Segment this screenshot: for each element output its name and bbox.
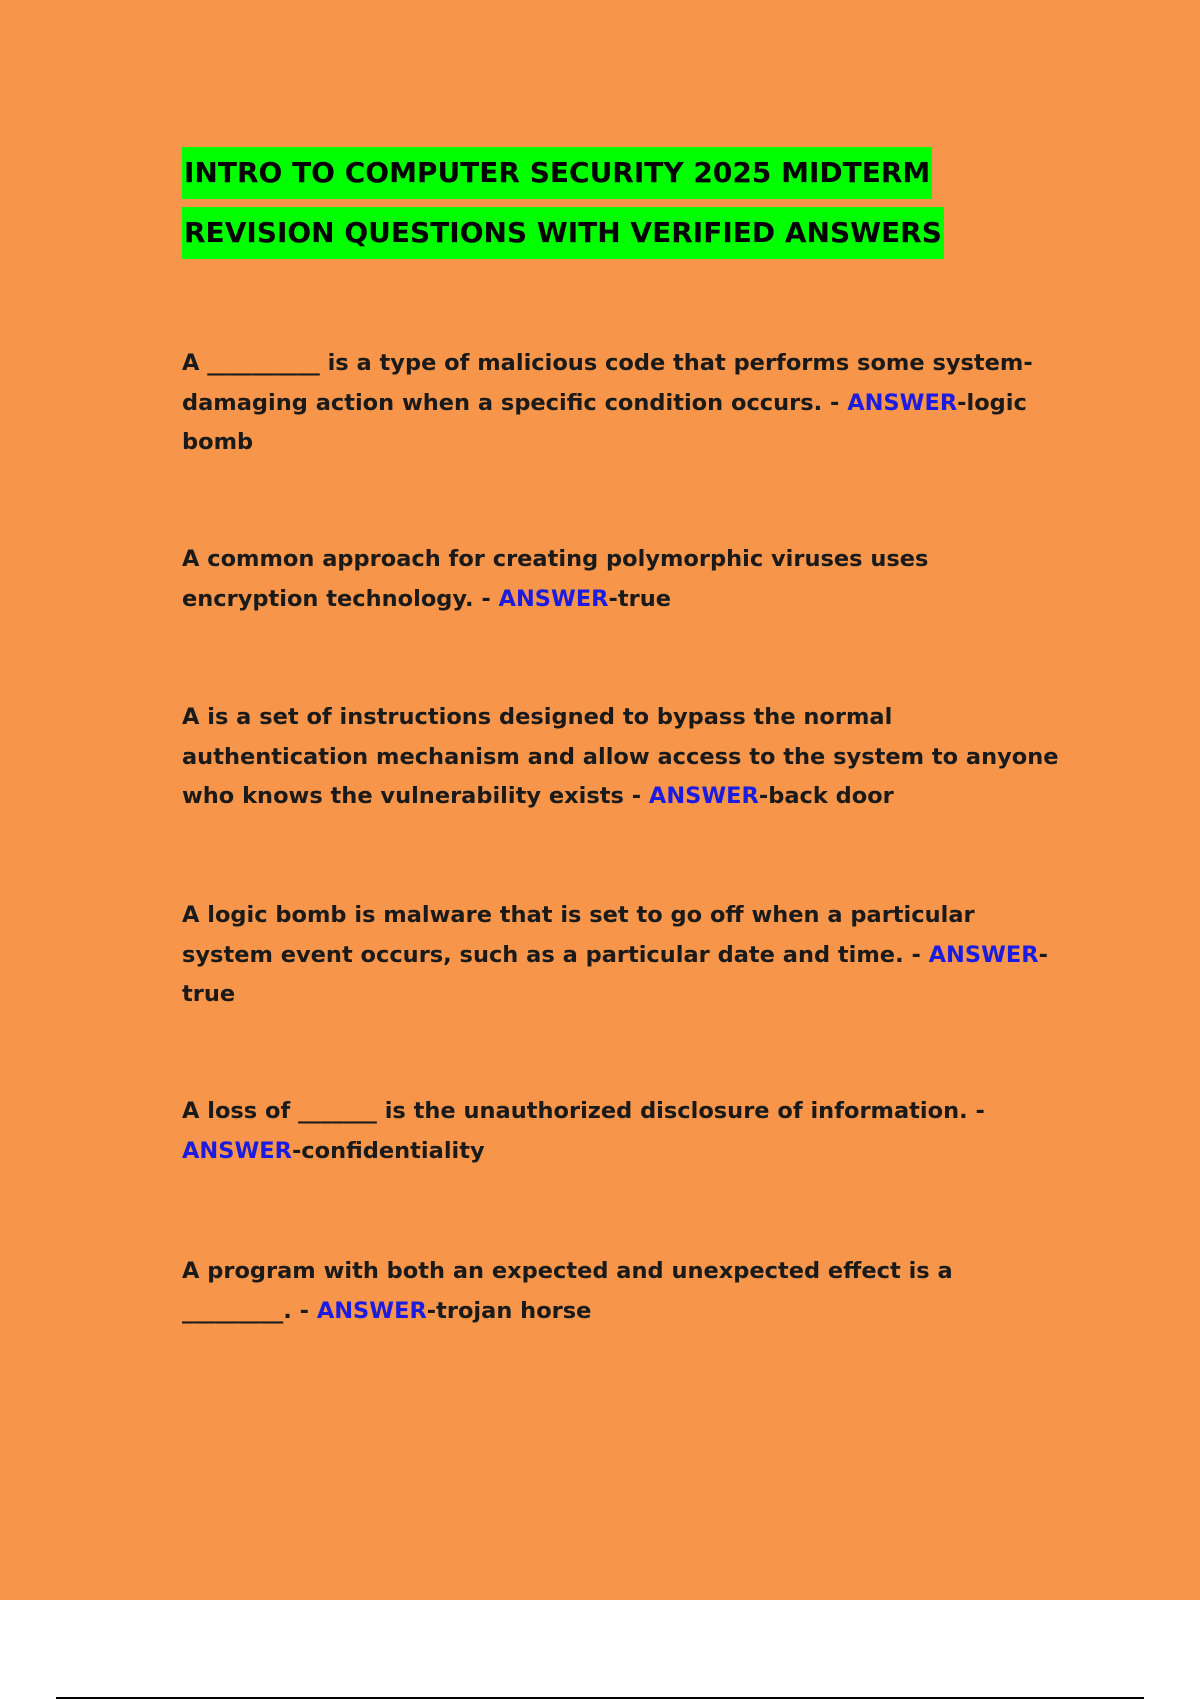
qa-item-3 [182, 698, 1062, 817]
answer-label: ANSWER [847, 389, 958, 416]
question-text: A program with both an expected and unexpected effect is a _________. - [182, 1258, 953, 1324]
qa-item-2 [182, 540, 1062, 619]
answer-label: ANSWER [498, 585, 609, 612]
qa-item-1 [182, 344, 1062, 463]
answer-text: -true [608, 585, 671, 612]
qa-item-6 [182, 1252, 1062, 1331]
answer-label: ANSWER [316, 1297, 427, 1324]
answer-text: -trojan horse [426, 1297, 592, 1324]
answer-label: ANSWER [182, 1137, 292, 1164]
question-text: A __________ is a type of malicious code that performs some system-damaging action when a specific condition occurs. - [182, 350, 1033, 416]
answer-text: -confidentiality [291, 1137, 485, 1164]
answer-text: -back door [758, 783, 894, 809]
title-line-1: INTRO TO COMPUTER SECURITY 2025 MIDTERM [182, 147, 932, 199]
answer-label: ANSWER [648, 783, 759, 809]
title-line-2: REVISION QUESTIONS WITH VERIFIED ANSWERS [182, 207, 944, 259]
answer-label: ANSWER [928, 941, 1039, 968]
answer-text: -true [182, 941, 1048, 1007]
question-text: A logic bomb is malware that is set to go off when a particular system event occurs, such as a particular date and time. - [182, 902, 975, 968]
document-title [182, 147, 1062, 259]
question-text: A common approach for creating polymorphic viruses uses encryption technology. - [182, 546, 929, 612]
answer-text: -logic bomb [182, 389, 1027, 455]
qa-item-5 [182, 1092, 1062, 1171]
bottom-divider [56, 1697, 1144, 1699]
question-text: A is a set of instructions designed to bypass the normal authentication mechanism and allow access to the system to anyone who knows the vulnerability exists - [182, 704, 1059, 809]
question-text: A loss of _______ is the unauthorized disclosure of information. - [182, 1098, 985, 1124]
qa-item-4 [182, 896, 1062, 1015]
